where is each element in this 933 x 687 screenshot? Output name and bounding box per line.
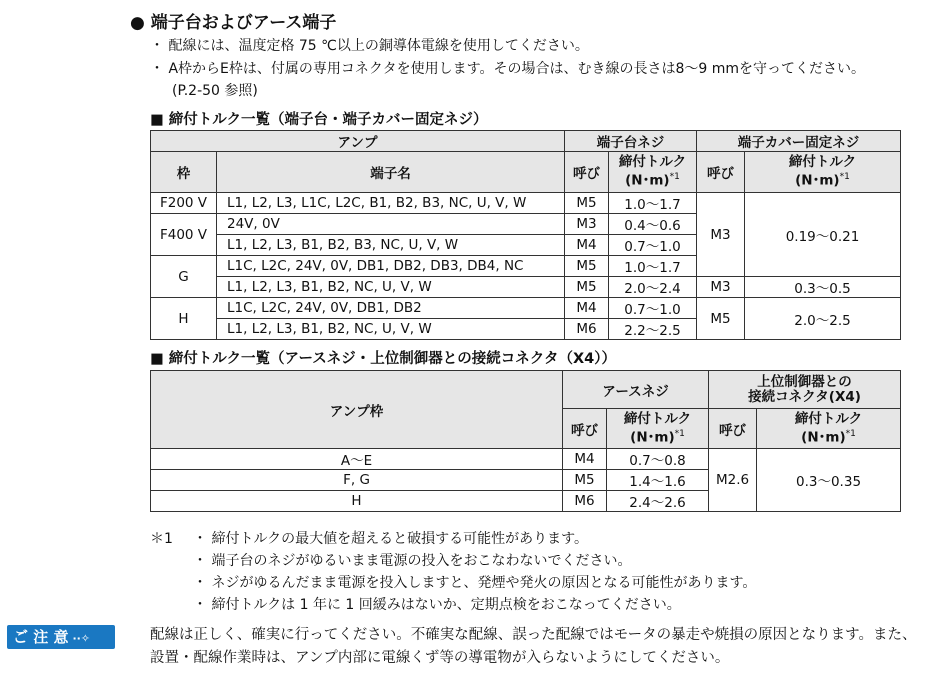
size-cell: M5: [565, 193, 609, 214]
size-cell: M5: [563, 470, 607, 491]
terminal-cell: L1, L2, L3, B1, B2, NC, U, V, W: [217, 319, 565, 340]
torque-cell: 0.7～1.0: [609, 298, 697, 319]
header-nominal-cover: 呼び: [697, 152, 745, 193]
table-row: [151, 449, 901, 470]
bullet-connector: ・ A枠からE枠は、付属の専用コネクタを使用します。その場合は、むき線の長さは8～9 mmを守ってください。: [150, 61, 866, 77]
header-frame: 枠: [151, 152, 217, 193]
table-row: [151, 277, 901, 298]
caution-badge-label: ご 注 意: [13, 628, 69, 646]
torque-cell: 0.7～1.0: [609, 235, 697, 256]
bullet-reference: (P.2-50 参照): [172, 83, 258, 99]
torque-table-earth: [150, 370, 901, 512]
table1-heading: ■ 締付トルク一覧（端子台・端子カバー固定ネジ）: [150, 112, 488, 128]
size-cell: M4: [565, 298, 609, 319]
torque-cell: 1.0～1.7: [609, 256, 697, 277]
size-cell: M6: [563, 491, 607, 512]
frame-cell: F400 V: [151, 214, 217, 256]
terminal-cell: L1, L2, L3, B1, B2, NC, U, V, W: [217, 277, 565, 298]
header-nominal-connector: 呼び: [709, 409, 757, 449]
terminal-cell: L1C, L2C, 24V, 0V, DB1, DB2: [217, 298, 565, 319]
table-row: [151, 193, 901, 214]
table-row: [151, 298, 901, 319]
header-nominal: 呼び: [565, 152, 609, 193]
size-cell: M3: [565, 214, 609, 235]
frame-cell: F, G: [151, 470, 563, 491]
footnote-item: ・ 締付トルクの最大値を超えると破損する可能性があります。: [193, 531, 589, 547]
header-torque: 締付トルク (N･m)$^{*1}$: [607, 409, 709, 449]
terminal-cell: L1C, L2C, 24V, 0V, DB1, DB2, DB3, DB4, NC: [217, 256, 565, 277]
footnote-item: ・ 締付トルクは 1 年に 1 回緩みはないか、定期点検をおこなってください。: [193, 597, 681, 613]
torque-cell: 2.4～2.6: [607, 491, 709, 512]
torque-cell: 2.2～2.5: [609, 319, 697, 340]
cover-torque-cell: 0.19～0.21: [745, 193, 901, 277]
cover-size-cell: M3: [697, 193, 745, 277]
header-terminal-name: 端子名: [217, 152, 565, 193]
frame-cell: F200 V: [151, 193, 217, 214]
frame-cell: A～E: [151, 449, 563, 470]
size-cell: M6: [565, 319, 609, 340]
torque-cell: 0.4～0.6: [609, 214, 697, 235]
cover-size-cell: M3: [697, 277, 745, 298]
frame-cell: G: [151, 256, 217, 298]
footnote-mark: ＊1: [150, 531, 173, 547]
terminal-cell: 24V, 0V: [217, 214, 565, 235]
header-terminal-screw: 端子台ネジ: [565, 131, 697, 152]
header-torque: 締付トルク (N･m)$^{*1}$: [609, 152, 697, 193]
header-amp: アンプ: [151, 131, 565, 152]
torque-table-terminals: [150, 130, 901, 340]
cover-size-cell: M5: [697, 298, 745, 340]
header-connector: 上位制御器との 接続コネクタ(X4): [709, 371, 901, 409]
sparkle-icon: ··✧: [72, 632, 91, 645]
caution-badge: [7, 625, 115, 649]
caution-text: 配線は正しく、確実に行ってください。不確実な配線、誤った配線ではモータの暴走や焼損の原因となります。また、設置・配線作業時は、アンプ内部に電線くず等の導電物が入らないようにしてください。: [150, 627, 917, 666]
cover-torque-cell: 2.0～2.5: [745, 298, 901, 340]
size-cell: M4: [565, 235, 609, 256]
size-cell: M4: [563, 449, 607, 470]
table2-heading: ■ 締付トルク一覧（アースネジ・上位制御器との接続コネクタ（X4））: [150, 351, 617, 367]
size-cell: M5: [565, 277, 609, 298]
frame-cell: H: [151, 491, 563, 512]
bullet-wire-rating: ・ 配線には、温度定格 75 ℃以上の銅導体電線を使用してください。: [150, 38, 589, 54]
header-earth-screw: アースネジ: [563, 371, 709, 409]
connector-size-cell: M2.6: [709, 449, 757, 512]
frame-cell: H: [151, 298, 217, 340]
header-nominal: 呼び: [563, 409, 607, 449]
torque-cell: 1.4～1.6: [607, 470, 709, 491]
header-amp-frame: アンプ枠: [151, 371, 563, 449]
header-cover-screw: 端子カバー固定ネジ: [697, 131, 901, 152]
header-torque-connector: 締付トルク (N･m)$^{*1}$: [757, 409, 901, 449]
torque-cell: 1.0～1.7: [609, 193, 697, 214]
section-title: ● 端子台およびアース端子: [130, 13, 337, 33]
terminal-cell: L1, L2, L3, B1, B2, B3, NC, U, V, W: [217, 235, 565, 256]
terminal-cell: L1, L2, L3, L1C, L2C, B1, B2, B3, NC, U, V, W: [217, 193, 565, 214]
footnote-item: ・ 端子台のネジがゆるいまま電源の投入をおこなわないでください。: [193, 553, 632, 569]
torque-cell: 0.7～0.8: [607, 449, 709, 470]
footnote-item: ・ ネジがゆるんだまま電源を投入しますと、発煙や発火の原因となる可能性があります。: [193, 575, 757, 591]
torque-cell: 2.0～2.4: [609, 277, 697, 298]
connector-torque-cell: 0.3～0.35: [757, 449, 901, 512]
size-cell: M5: [565, 256, 609, 277]
header-torque-cover: 締付トルク (N･m)$^{*1}$: [745, 152, 901, 193]
cover-torque-cell: 0.3～0.5: [745, 277, 901, 298]
